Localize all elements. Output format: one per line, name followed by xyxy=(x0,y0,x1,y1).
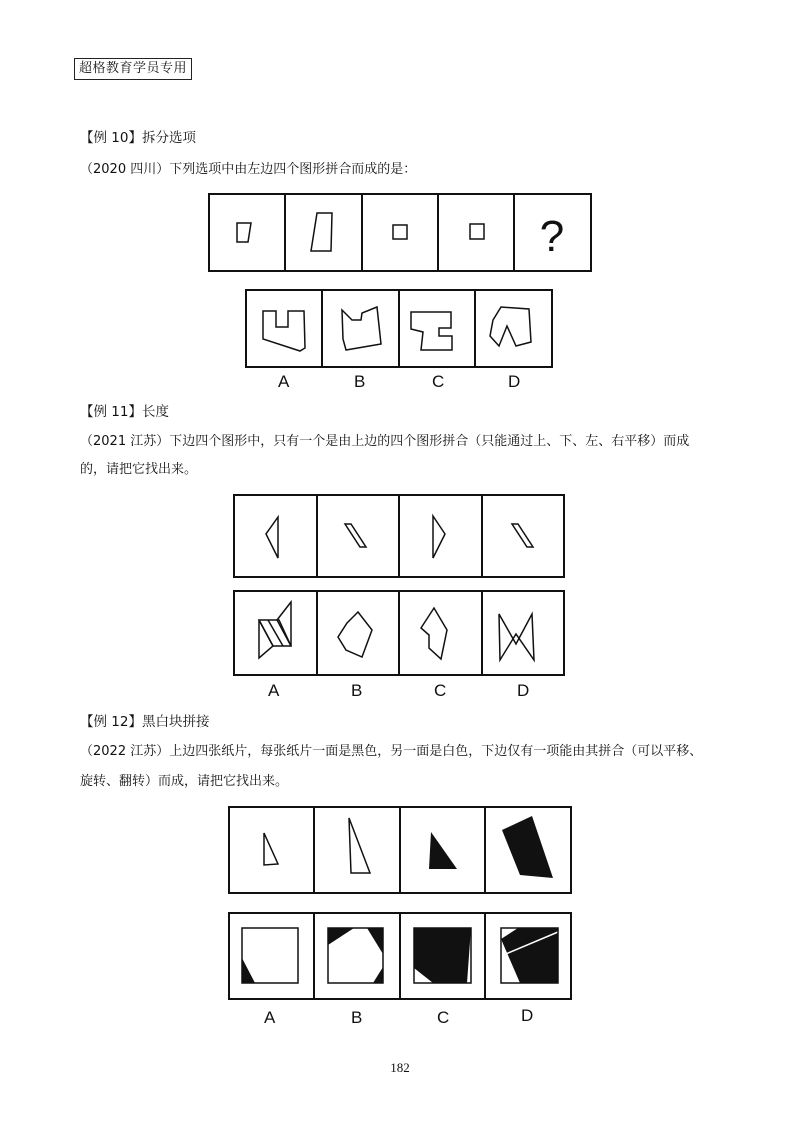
header-label: 超格教育学员专用 xyxy=(74,58,192,80)
stem-shape-4 xyxy=(470,224,484,239)
example-12-option-a-label: A xyxy=(264,1008,276,1027)
stem-piece-1 xyxy=(264,833,278,865)
example-11-option-figures xyxy=(233,590,565,676)
example-12-option-figures xyxy=(228,912,572,1000)
option-a-shape xyxy=(263,311,305,351)
option-c-shape xyxy=(411,312,452,350)
stem-piece-2 xyxy=(349,818,370,873)
example-10-option-b-label: B xyxy=(354,372,366,391)
stem-shape-2 xyxy=(345,524,366,547)
stem-shape-1 xyxy=(237,223,251,242)
example-11-question-line-1: （2021 江苏）下边四个图形中，只有一个是由上边的四个图形拼合（只能通过上、下、左、右平移）而成 xyxy=(80,434,690,449)
question-mark: ? xyxy=(539,212,565,261)
option-d-shape xyxy=(490,307,531,346)
example-12-option-d-label: D xyxy=(521,1006,534,1025)
example-12-heading: 【例 12】黑白块拼接 xyxy=(80,714,210,730)
example-11-heading: 【例 11】长度 xyxy=(80,404,169,420)
stem-shape-2 xyxy=(311,213,332,251)
example-11-option-a-label: A xyxy=(268,681,280,700)
stem-piece-3 xyxy=(429,832,457,869)
example-11-stem-figures xyxy=(233,494,565,578)
example-10-option-figures xyxy=(245,289,553,369)
example-11-question-line-2: 的，请把它找出来。 xyxy=(80,462,198,477)
option-b-square xyxy=(328,928,383,983)
stem-shape-4 xyxy=(512,524,533,547)
example-10-option-d-label: D xyxy=(508,372,521,391)
example-10-stem-figures xyxy=(208,193,592,273)
example-12-option-b-label: B xyxy=(351,1008,363,1027)
option-a-square xyxy=(242,928,298,983)
page-number: 182 xyxy=(390,1060,410,1075)
example-10-option-a-label: A xyxy=(278,372,290,391)
stem-shape-1 xyxy=(266,517,278,558)
stem-shape-3 xyxy=(393,225,407,239)
example-12-option-c-label: C xyxy=(437,1008,450,1027)
option-c-square xyxy=(414,928,471,983)
option-b-shape xyxy=(338,612,372,657)
option-d-square xyxy=(501,928,558,983)
example-11-option-c-label: C xyxy=(434,681,447,700)
option-a-shape xyxy=(259,602,291,658)
option-b-shape xyxy=(342,307,381,350)
example-11-option-d-label: D xyxy=(517,681,530,700)
example-11-option-b-label: B xyxy=(351,681,363,700)
example-12-question-line-2: 旋转、翻转）而成，请把它找出来。 xyxy=(80,774,289,789)
example-10-heading: 【例 10】拆分选项 xyxy=(80,130,196,146)
example-10-option-c-label: C xyxy=(432,372,445,391)
option-d-shape xyxy=(499,614,534,660)
option-c-shape xyxy=(421,608,447,659)
stem-shape-3 xyxy=(433,516,445,558)
stem-piece-4 xyxy=(502,816,553,878)
example-12-question-line-1: （2022 江苏）上边四张纸片，每张纸片一面是黑色，另一面是白色，下边仅有一项能由其拼合（可以平移、 xyxy=(80,744,703,759)
example-12-stem-figures xyxy=(228,806,572,894)
example-10-question: （2020 四川）下列选项中由左边四个图形拼合而成的是： xyxy=(80,162,417,177)
